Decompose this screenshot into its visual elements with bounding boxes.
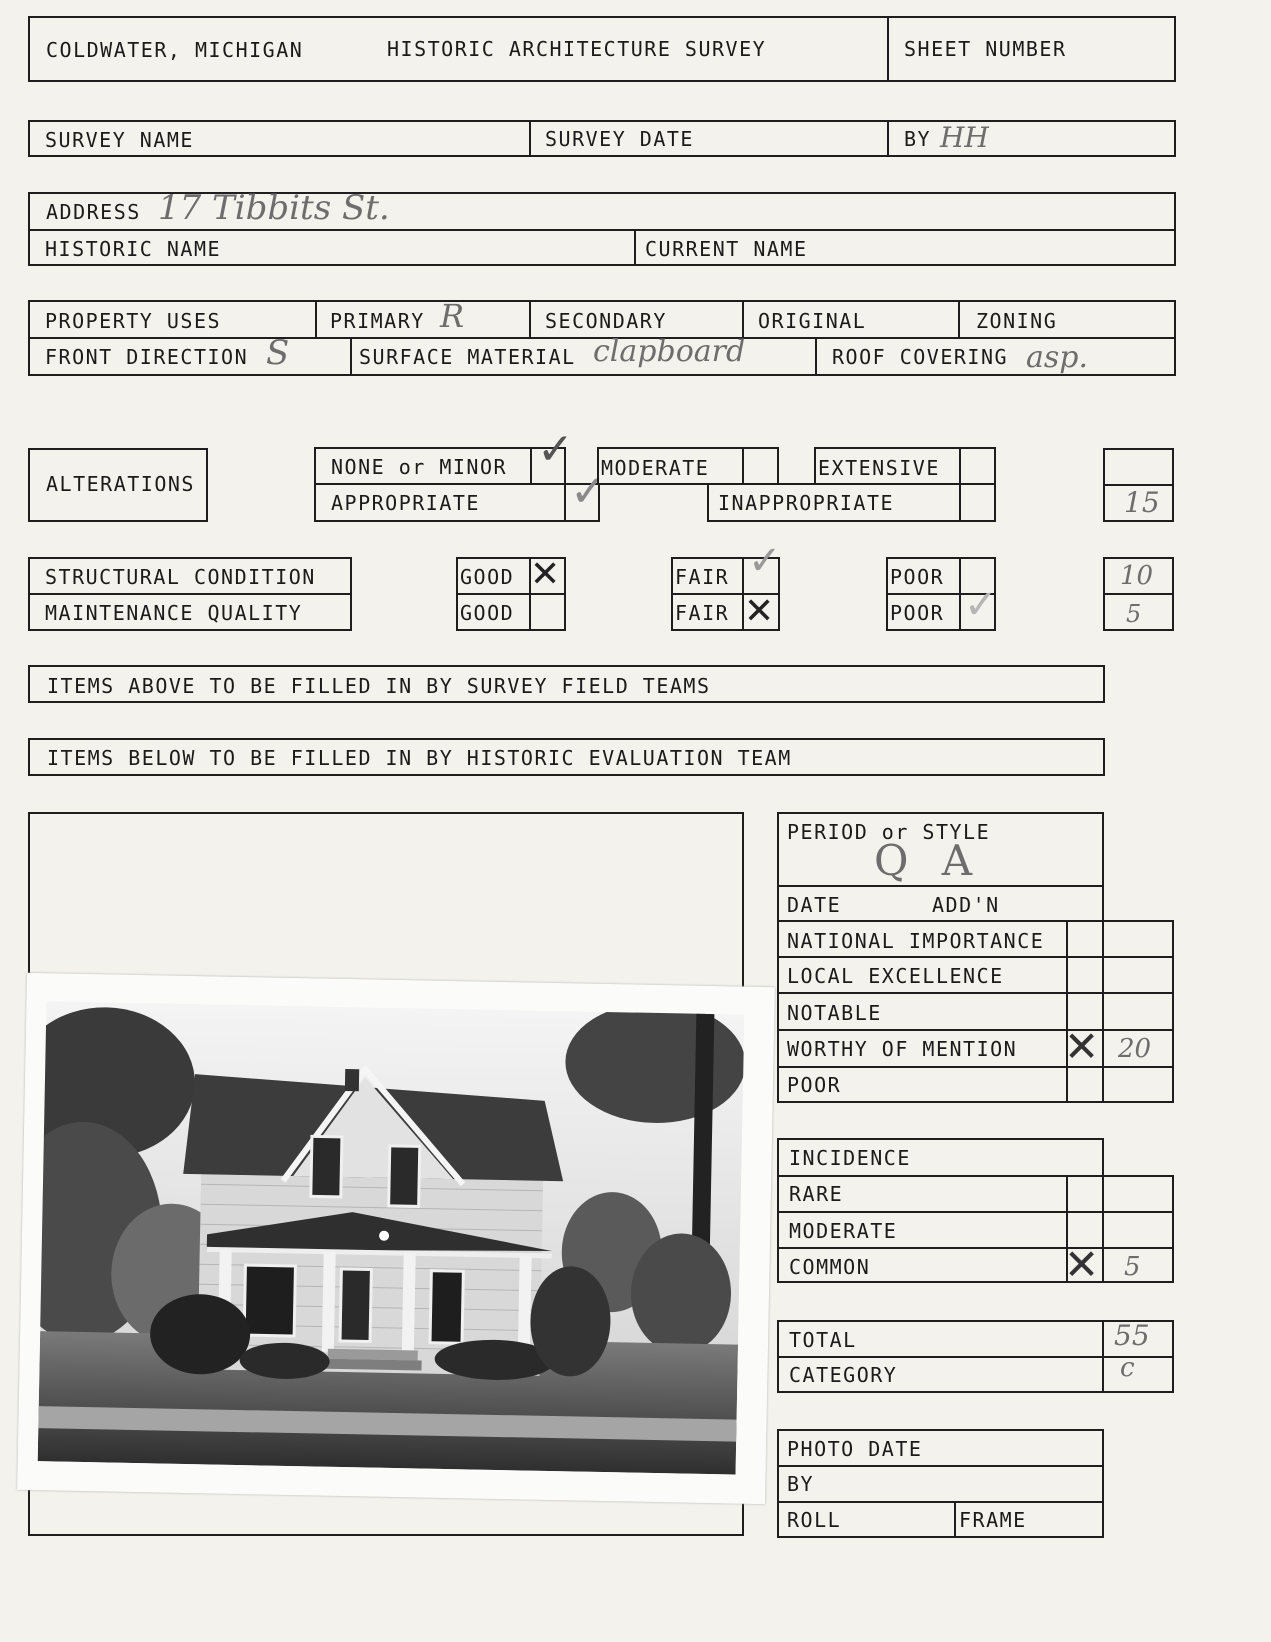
front-direction-label: FRONT DIRECTION	[45, 345, 249, 369]
address-value: 17 Tibbits St.	[158, 188, 390, 228]
survey-row-end	[1174, 120, 1176, 157]
importance-row-1	[777, 956, 1174, 958]
survey-date-label: SURVEY DATE	[545, 127, 694, 151]
maintenance-score: 5	[1126, 600, 1142, 628]
roll-label: ROLL	[787, 1508, 842, 1532]
sheet-number-label: SHEET NUMBER	[904, 37, 1067, 61]
original-label: ORIGINAL	[758, 309, 867, 333]
roof-covering-value: asp.	[1026, 340, 1089, 375]
primary-value: R	[440, 297, 465, 335]
historic-name-label: HISTORIC NAME	[45, 237, 222, 261]
structural-fair-label: FAIR	[675, 565, 730, 589]
category-value: c	[1120, 1353, 1135, 1383]
incidence-row-1	[777, 1211, 1174, 1213]
primary-label: PRIMARY	[330, 309, 425, 333]
house-photo-image	[38, 1001, 745, 1474]
photo-by-label: BY	[787, 1472, 815, 1496]
period-div	[777, 885, 1104, 887]
inappropriate-check-div	[959, 483, 961, 522]
notable-label: NOTABLE	[787, 1001, 882, 1025]
front-direction-value: S	[266, 333, 290, 373]
maintenance-poor-label: POOR	[890, 601, 945, 625]
period-value: Q A	[874, 836, 983, 885]
worthy-of-mention-label: WORTHY OF MENTION	[787, 1037, 1018, 1061]
property-div-2	[529, 300, 531, 338]
moderate-incidence-label: MODERATE	[789, 1219, 898, 1243]
none-minor-check-div	[530, 447, 532, 485]
header-divider	[887, 16, 889, 82]
worthy-cross: ✕	[1064, 1022, 1100, 1071]
structural-good-cross: ✕	[530, 554, 561, 595]
current-name-label: CURRENT NAME	[645, 237, 808, 261]
photo-date-label: PHOTO DATE	[787, 1437, 923, 1461]
moderate-alt-check-div	[742, 447, 744, 485]
national-importance-label: NATIONAL IMPORTANCE	[787, 929, 1045, 953]
property-div-6	[815, 337, 817, 376]
by-value: HH	[940, 121, 989, 154]
survey-row-bottom	[28, 155, 1176, 157]
secondary-label: SECONDARY	[545, 309, 667, 333]
poor-div-v	[959, 557, 961, 631]
common-score: 5	[1124, 1252, 1141, 1282]
structural-condition-label: STRUCTURAL CONDITION	[45, 565, 316, 589]
property-uses-label: PROPERTY USES	[45, 309, 222, 333]
structural-fair-check: ✓	[748, 538, 782, 584]
importance-row-4	[777, 1066, 1174, 1068]
extensive-label: EXTENSIVE	[818, 456, 940, 480]
maintenance-fair-cross: ✕	[744, 591, 775, 632]
survey-divider-1	[529, 120, 531, 157]
photo-info-row-1	[777, 1465, 1104, 1467]
common-cross: ✕	[1064, 1240, 1100, 1289]
structural-score: 10	[1120, 561, 1154, 591]
date-label: DATE	[787, 893, 842, 917]
appropriate-check: ✓	[570, 466, 607, 517]
appropriate-check-div	[564, 483, 566, 522]
zoning-label: ZONING	[976, 309, 1058, 333]
incidence-row-2	[777, 1247, 1174, 1249]
addn-label: ADD'N	[932, 893, 1000, 917]
form-title: HISTORIC ARCHITECTURE SURVEY	[387, 37, 767, 61]
maintenance-poor-check: ✓	[964, 582, 998, 628]
rare-label: RARE	[789, 1182, 844, 1206]
structural-poor-label: POOR	[890, 565, 945, 589]
none-minor-check: ✓	[537, 424, 574, 475]
note-above: ITEMS ABOVE TO BE FILLED IN BY SURVEY FIELD TEAMS	[47, 674, 711, 698]
worthy-score: 20	[1118, 1034, 1152, 1064]
city-label: COLDWATER, MICHIGAN	[46, 38, 304, 62]
importance-row-3	[777, 1029, 1174, 1031]
alterations-label: ALTERATIONS	[46, 472, 195, 496]
photo-info-div-v	[954, 1501, 956, 1538]
moderate-alt-label: MODERATE	[601, 456, 710, 480]
house-photograph	[17, 973, 775, 1504]
surface-material-label: SURFACE MATERIAL	[359, 345, 576, 369]
importance-check-col	[1066, 920, 1068, 1103]
frame-label: FRAME	[959, 1508, 1027, 1532]
maintenance-fair-label: FAIR	[675, 601, 730, 625]
total-div-v	[1102, 1320, 1104, 1393]
survey-name-label: SURVEY NAME	[45, 128, 194, 152]
photo-info-row-2	[777, 1501, 1104, 1503]
address-divider-v	[634, 229, 636, 266]
category-label: CATEGORY	[789, 1363, 898, 1387]
maintenance-good-label: GOOD	[460, 601, 515, 625]
total-div-h	[777, 1356, 1174, 1358]
surface-material-value: clapboard	[593, 334, 746, 369]
alterations-score: 15	[1124, 486, 1160, 519]
property-div-3	[742, 300, 744, 338]
none-minor-label: NONE or MINOR	[331, 455, 508, 479]
total-value: 55	[1114, 1319, 1150, 1352]
period-label: PERIOD or STYLE	[787, 820, 991, 844]
by-label: BY	[904, 127, 932, 151]
total-label: TOTAL	[789, 1328, 857, 1352]
importance-row-2	[777, 992, 1174, 994]
extensive-check-div	[959, 447, 961, 485]
inappropriate-label: INAPPROPRIATE	[718, 491, 895, 515]
structural-good-label: GOOD	[460, 565, 515, 589]
survey-divider-2	[887, 120, 889, 157]
poor-eval-label: POOR	[787, 1073, 842, 1097]
condition-label-div	[28, 593, 352, 595]
note-below: ITEMS BELOW TO BE FILLED IN BY HISTORIC EVALUATION TEAM	[47, 746, 792, 770]
appropriate-label: APPROPRIATE	[331, 491, 480, 515]
maintenance-quality-label: MAINTENANCE QUALITY	[45, 601, 303, 625]
roof-covering-label: ROOF COVERING	[832, 345, 1009, 369]
local-excellence-label: LOCAL EXCELLENCE	[787, 964, 1004, 988]
incidence-label: INCIDENCE	[789, 1146, 911, 1170]
common-label: COMMON	[789, 1255, 871, 1279]
address-divider-h	[28, 229, 1176, 231]
property-div-4	[958, 300, 960, 338]
property-div-1	[315, 300, 317, 338]
importance-score-col	[1102, 920, 1104, 1103]
property-div-5	[350, 337, 352, 376]
condition-score-div	[1103, 593, 1174, 595]
address-label: ADDRESS	[46, 200, 141, 224]
